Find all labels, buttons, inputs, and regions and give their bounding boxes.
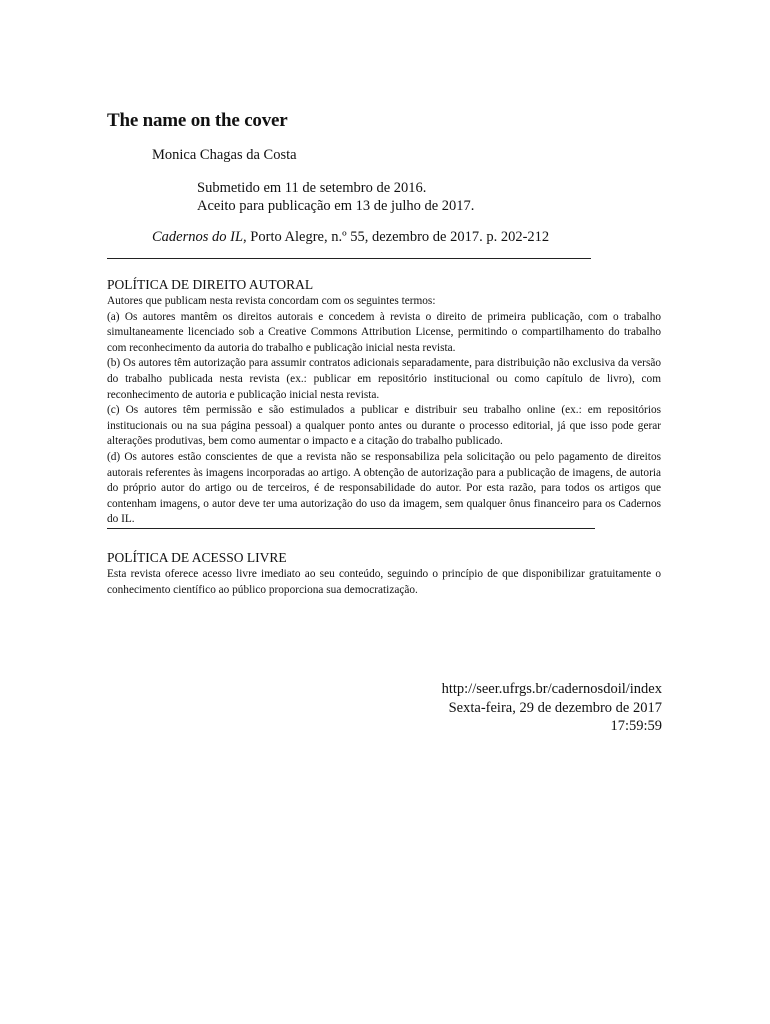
access-time: 17:59:59 [610,718,662,734]
copyright-item-d: (d) Os autores estão conscientes de que a revista não se responsabiliza pela solicitação ou pelo pagamento de direitos autorais referentes às imagens incorporadas ao artigo. A obtenção de autorização para a publicação de imagens, de autoria do próprio autor do artigo ou de terceiros, é de responsabilidade do autor. Por esta razão, para todos os artigos que contenham imagens, o autor deve ter uma autorização do uso da imagem, sem qualquer ônus financeiro para os Cadernos do IL. [107,450,661,526]
page-title: The name on the cover [107,110,288,131]
divider-line [107,528,595,529]
copyright-text [107,294,661,528]
accepted-date: Aceito para publicação em 13 de julho de 2017. [197,198,475,214]
citation-details: , Porto Alegre, n.º 55, dezembro de 2017. p. 202-212 [243,229,550,245]
open-access-heading: POLÍTICA DE ACESSO LIVRE [107,550,287,565]
access-date: Sexta-feira, 29 de dezembro de 2017 [448,699,662,716]
copyright-item-c: (c) Os autores têm permissão e são estimulados a publicar e distribuir seu trabalho online (ex.: em repositórios institucionais ou na sua página pessoal) a qualquer ponto antes ou durante o processo editorial, já que isso pode gerar alterações produtivas, bem como aumentar o impacto e a citação do trabalho publicado. [107,404,661,448]
copyright-item-b: (b) Os autores têm autorização para assumir contratos adicionais separadamente, para distribuição não exclusiva da versão do trabalho publicada nesta revista (ex.: publicar em repositório institucional ou como capítulo de livro), com reconhecimento de autoria e publicação inicial nesta revista. [107,357,661,401]
copyright-intro: Autores que publicam nesta revista concordam com os seguintes termos: [107,295,436,307]
journal-url: http://seer.ufrgs.br/cadernosdoil/index [441,681,662,697]
divider-line [107,258,591,259]
open-access-paragraph: Esta revista oferece acesso livre imediato ao seu conteúdo, seguindo o princípio de que disponibilizar gratuitamente o conhecimento científico ao público proporciona sua democratização. [107,568,661,596]
copyright-heading: POLÍTICA DE DIREITO AUTORAL [107,277,314,292]
submitted-date: Submetido em 11 de setembro de 2016. [197,180,427,196]
author-name: Monica Chagas da Costa [152,147,297,163]
page-footer [442,680,662,736]
citation-journal: Cadernos do IL [152,229,244,245]
citation [152,229,549,246]
copyright-item-a: (a) Os autores mantêm os direitos autorais e concedem à revista o direito de primeira publicação, com o trabalho simultaneamente licenciado sob a Creative Commons Attribution License, permitindo o compartilhamento do trabalho com reconhecimento da autoria do trabalho e publicação inicial nesta revista. [107,310,661,354]
submission-dates [197,179,474,215]
open-access-text [107,567,661,598]
